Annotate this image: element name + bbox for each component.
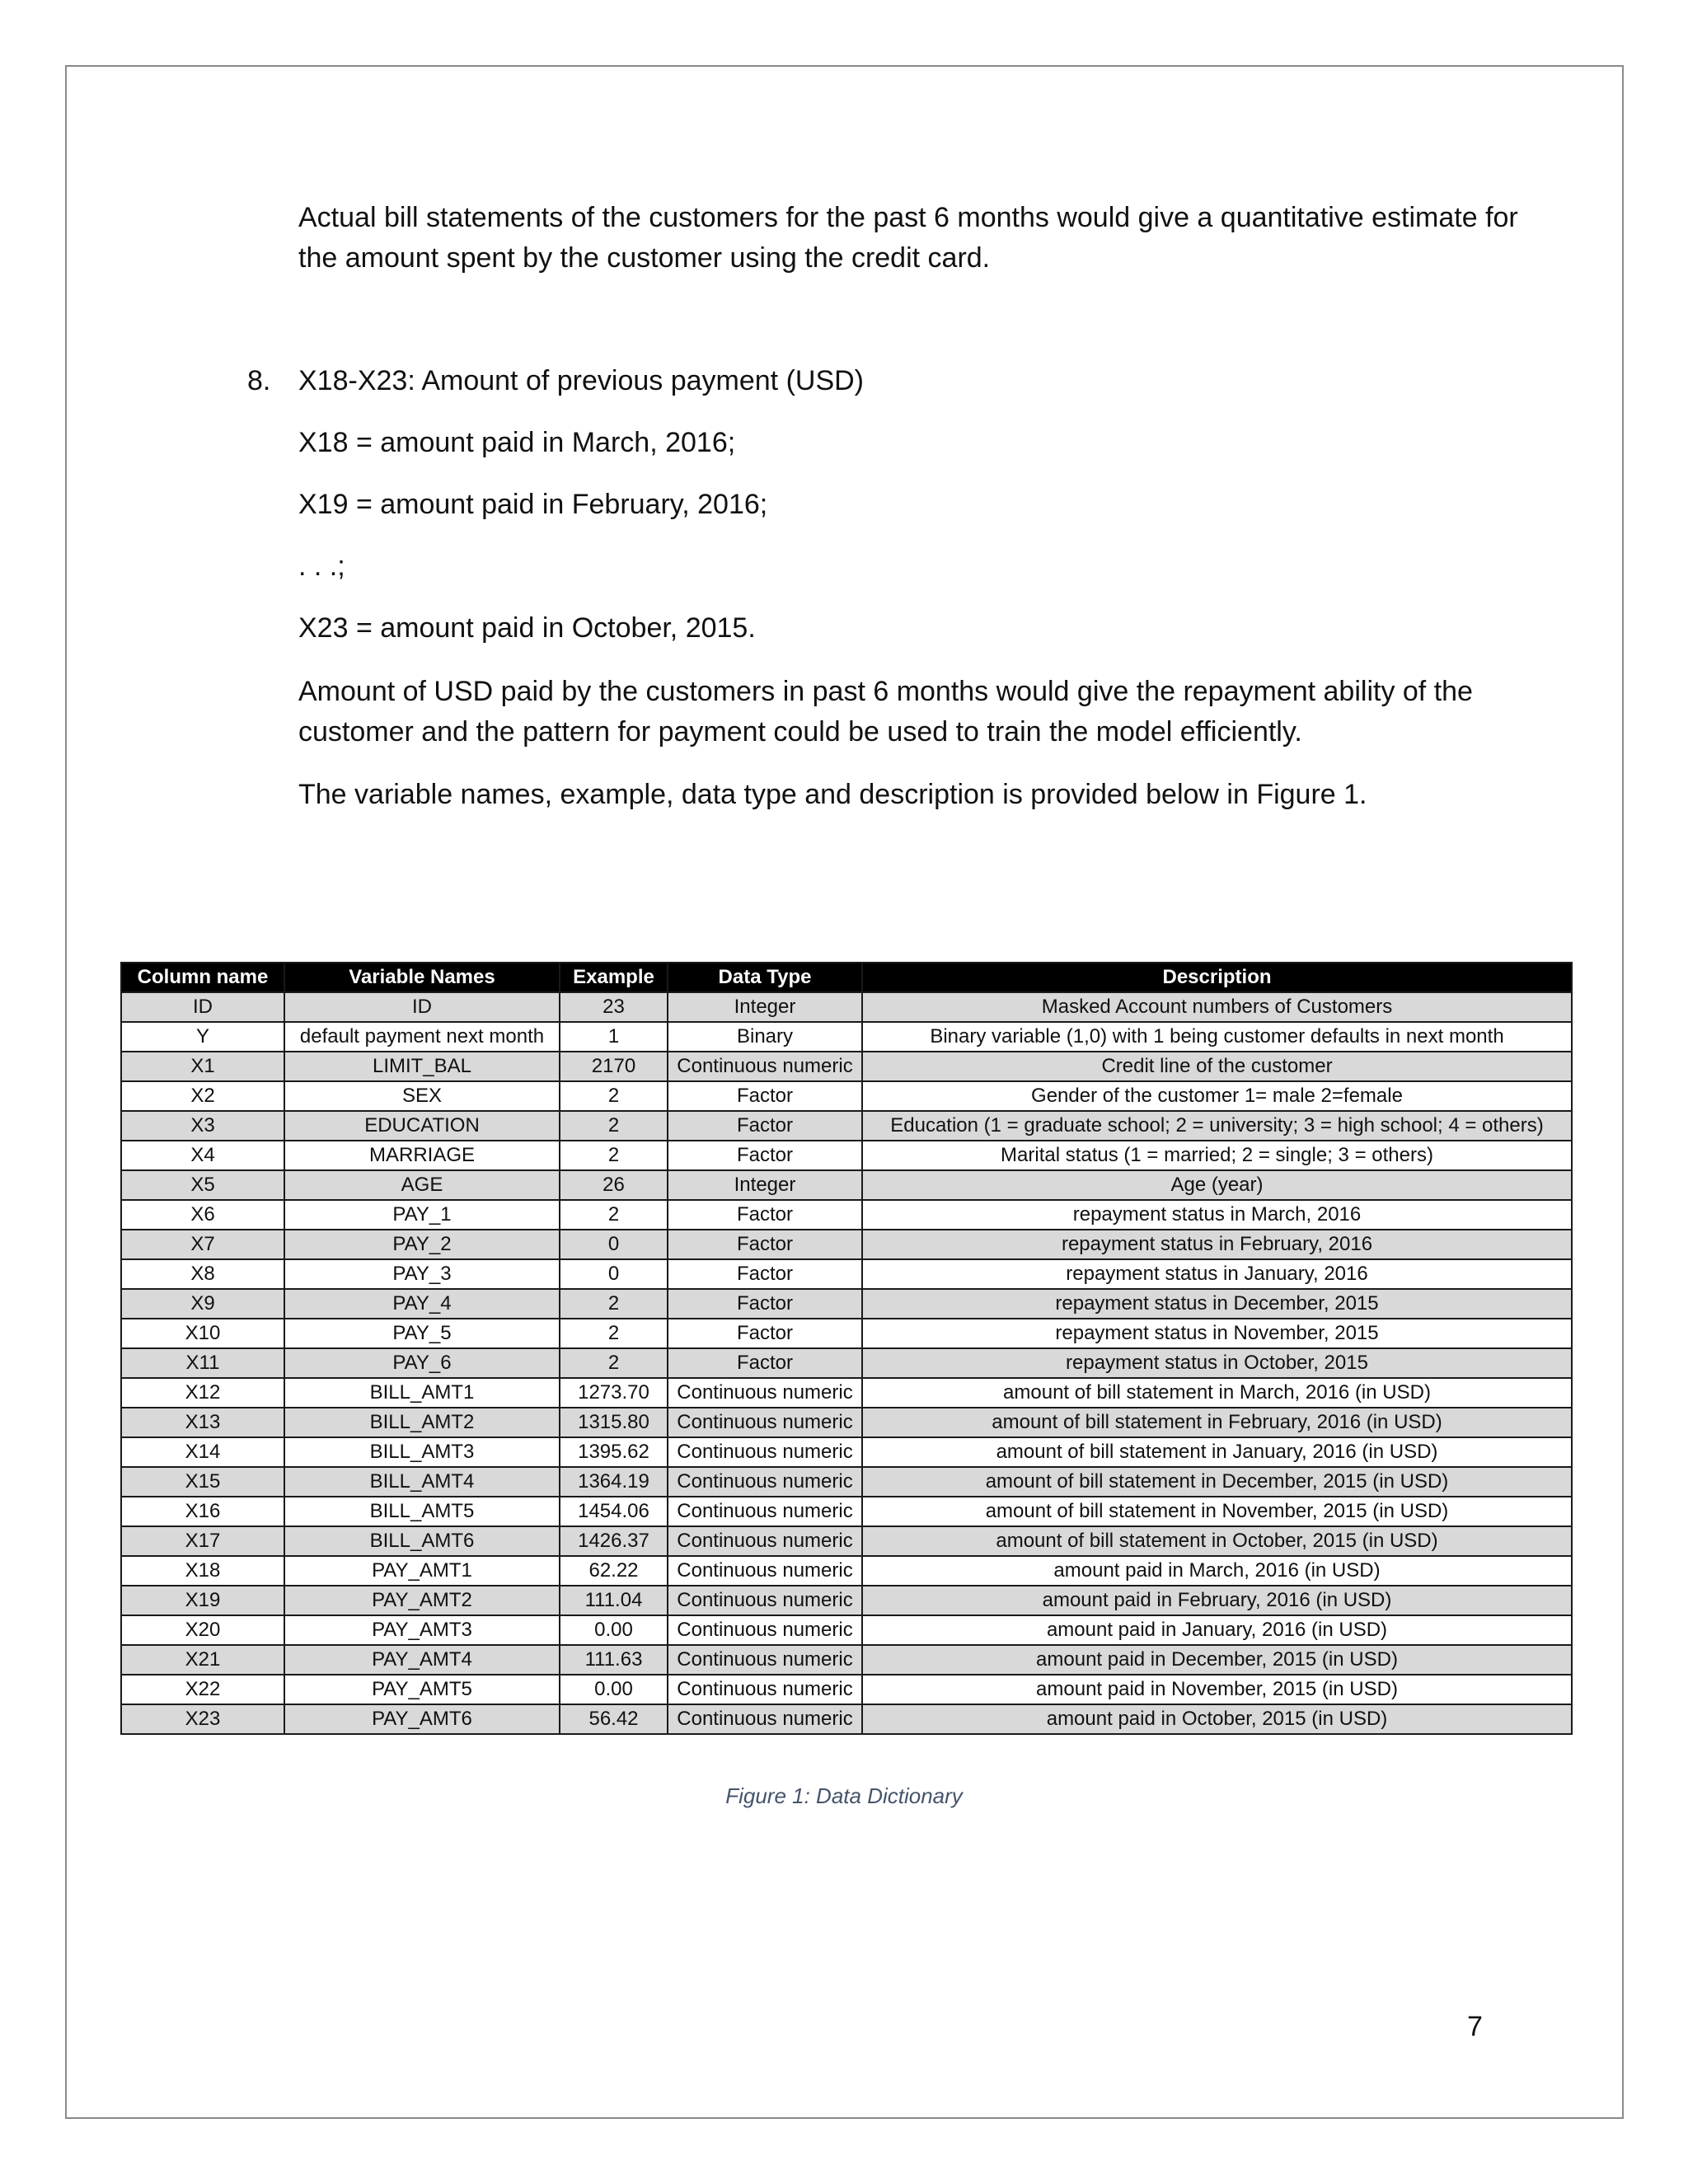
table-row bbox=[121, 1526, 1572, 1556]
table-cell: repayment status in October, 2015 bbox=[862, 1348, 1572, 1378]
table-cell: X7 bbox=[121, 1230, 284, 1259]
table-cell: Factor bbox=[668, 1200, 862, 1230]
table-cell: amount paid in February, 2016 (in USD) bbox=[862, 1586, 1572, 1615]
table-cell: repayment status in November, 2015 bbox=[862, 1319, 1572, 1348]
intro-paragraph: Actual bill statements of the customers for the past 6 months would give a quantitative estimate for the amount spent by the customer using the credit card. bbox=[298, 202, 1518, 274]
table-cell: amount paid in March, 2016 (in USD) bbox=[862, 1556, 1572, 1586]
table-cell: amount of bill statement in October, 2015 (in USD) bbox=[862, 1526, 1572, 1556]
table-cell: BILL_AMT4 bbox=[284, 1467, 560, 1497]
table-cell: BILL_AMT3 bbox=[284, 1437, 560, 1467]
table-cell: Continuous numeric bbox=[668, 1497, 862, 1526]
table-row bbox=[121, 1319, 1572, 1348]
table-cell: repayment status in January, 2016 bbox=[862, 1259, 1572, 1289]
table-cell: X2 bbox=[121, 1081, 284, 1111]
table-cell: X14 bbox=[121, 1437, 284, 1467]
table-cell: X23 bbox=[121, 1704, 284, 1734]
table-cell: 2 bbox=[560, 1289, 668, 1319]
table-cell: PAY_AMT2 bbox=[284, 1586, 560, 1615]
table-row bbox=[121, 1200, 1572, 1230]
table-cell: BILL_AMT2 bbox=[284, 1408, 560, 1437]
table-cell: Continuous numeric bbox=[668, 1408, 862, 1437]
table-cell: X1 bbox=[121, 1052, 284, 1081]
table-cell: Factor bbox=[668, 1289, 862, 1319]
figure-caption: Figure 1: Data Dictionary bbox=[725, 1783, 963, 1808]
table-cell: Factor bbox=[668, 1319, 862, 1348]
table-row bbox=[121, 1289, 1572, 1319]
list-item-number: 8. bbox=[247, 365, 271, 396]
table-cell: X4 bbox=[121, 1141, 284, 1170]
table-body bbox=[121, 992, 1572, 1734]
table-cell: Continuous numeric bbox=[668, 1586, 862, 1615]
table-header-cell: Example bbox=[560, 963, 668, 992]
table-cell: PAY_2 bbox=[284, 1230, 560, 1259]
table-row bbox=[121, 1052, 1572, 1081]
table-cell: 23 bbox=[560, 992, 668, 1022]
table-cell: Factor bbox=[668, 1259, 862, 1289]
table-cell: 1454.06 bbox=[560, 1497, 668, 1526]
list-item-title: X18-X23: Amount of previous payment (USD) bbox=[298, 365, 864, 396]
table-cell: LIMIT_BAL bbox=[284, 1052, 560, 1081]
table-cell: 2170 bbox=[560, 1052, 668, 1081]
table-cell: X15 bbox=[121, 1467, 284, 1497]
table-cell: Continuous numeric bbox=[668, 1615, 862, 1645]
table-cell: 62.22 bbox=[560, 1556, 668, 1586]
page-number: 7 bbox=[1467, 2011, 1483, 2042]
table-row bbox=[121, 1111, 1572, 1141]
table-cell: Credit line of the customer bbox=[862, 1052, 1572, 1081]
table-cell: Continuous numeric bbox=[668, 1052, 862, 1081]
table-cell: Factor bbox=[668, 1141, 862, 1170]
table-cell: Factor bbox=[668, 1081, 862, 1111]
table-cell: X3 bbox=[121, 1111, 284, 1141]
payment-line-ellipsis: . . .; bbox=[298, 551, 345, 582]
table-cell: repayment status in March, 2016 bbox=[862, 1200, 1572, 1230]
table-cell: repayment status in February, 2016 bbox=[862, 1230, 1572, 1259]
table-cell: X5 bbox=[121, 1170, 284, 1200]
table-cell: amount of bill statement in November, 2015 (in USD) bbox=[862, 1497, 1572, 1526]
table-cell: Masked Account numbers of Customers bbox=[862, 992, 1572, 1022]
table-row bbox=[121, 1378, 1572, 1408]
table-cell: 0 bbox=[560, 1230, 668, 1259]
table-cell: BILL_AMT6 bbox=[284, 1526, 560, 1556]
table-row bbox=[121, 1675, 1572, 1704]
table-header-cell: Data Type bbox=[668, 963, 862, 992]
table-cell: PAY_AMT5 bbox=[284, 1675, 560, 1704]
table-cell: amount of bill statement in March, 2016 (in USD) bbox=[862, 1378, 1572, 1408]
table-cell: 2 bbox=[560, 1141, 668, 1170]
table-cell: Continuous numeric bbox=[668, 1378, 862, 1408]
table-row bbox=[121, 1348, 1572, 1378]
table-cell: PAY_5 bbox=[284, 1319, 560, 1348]
payment-line-x19: X19 = amount paid in February, 2016; bbox=[298, 489, 768, 520]
table-cell: Marital status (1 = married; 2 = single; 3 = others) bbox=[862, 1141, 1572, 1170]
table-cell: Binary variable (1,0) with 1 being customer defaults in next month bbox=[862, 1022, 1572, 1052]
table-cell: 1315.80 bbox=[560, 1408, 668, 1437]
table-row bbox=[121, 1408, 1572, 1437]
table-cell: 2 bbox=[560, 1200, 668, 1230]
table-header-cell: Variable Names bbox=[284, 963, 560, 992]
table-cell: PAY_3 bbox=[284, 1259, 560, 1289]
table-row bbox=[121, 1141, 1572, 1170]
table-cell: amount of bill statement in January, 2016 (in USD) bbox=[862, 1437, 1572, 1467]
table-cell: default payment next month bbox=[284, 1022, 560, 1052]
table-cell: amount paid in January, 2016 (in USD) bbox=[862, 1615, 1572, 1645]
table-row bbox=[121, 1170, 1572, 1200]
table-row bbox=[121, 1497, 1572, 1526]
table-row bbox=[121, 1259, 1572, 1289]
table-cell: 2 bbox=[560, 1319, 668, 1348]
table-cell: 1273.70 bbox=[560, 1378, 668, 1408]
table-header-row bbox=[121, 963, 1572, 992]
table-cell: Continuous numeric bbox=[668, 1556, 862, 1586]
table-row bbox=[121, 1704, 1572, 1734]
table-cell: Education (1 = graduate school; 2 = university; 3 = high school; 4 = others) bbox=[862, 1111, 1572, 1141]
table-cell: X12 bbox=[121, 1378, 284, 1408]
table-cell: X8 bbox=[121, 1259, 284, 1289]
table-cell: Age (year) bbox=[862, 1170, 1572, 1200]
table-cell: amount paid in December, 2015 (in USD) bbox=[862, 1645, 1572, 1675]
table-cell: amount paid in October, 2015 (in USD) bbox=[862, 1704, 1572, 1734]
table-row bbox=[121, 1615, 1572, 1645]
table-cell: Continuous numeric bbox=[668, 1467, 862, 1497]
table-header-cell: Description bbox=[862, 963, 1572, 992]
table-row bbox=[121, 1645, 1572, 1675]
table-cell: 2 bbox=[560, 1081, 668, 1111]
payment-line-x23: X23 = amount paid in October, 2015. bbox=[298, 612, 756, 644]
table-cell: Continuous numeric bbox=[668, 1675, 862, 1704]
table-cell: X22 bbox=[121, 1675, 284, 1704]
table-cell: 1426.37 bbox=[560, 1526, 668, 1556]
table-cell: X9 bbox=[121, 1289, 284, 1319]
table-cell: Gender of the customer 1= male 2=female bbox=[862, 1081, 1572, 1111]
table-cell: amount of bill statement in December, 2015 (in USD) bbox=[862, 1467, 1572, 1497]
table-row bbox=[121, 1437, 1572, 1467]
table-cell: Binary bbox=[668, 1022, 862, 1052]
table-cell: PAY_AMT4 bbox=[284, 1645, 560, 1675]
table-row bbox=[121, 1467, 1572, 1497]
table-cell: Continuous numeric bbox=[668, 1437, 862, 1467]
table-cell: X6 bbox=[121, 1200, 284, 1230]
table-cell: PAY_AMT6 bbox=[284, 1704, 560, 1734]
table-cell: 26 bbox=[560, 1170, 668, 1200]
table-cell: EDUCATION bbox=[284, 1111, 560, 1141]
table-cell: 1364.19 bbox=[560, 1467, 668, 1497]
table-cell: BILL_AMT5 bbox=[284, 1497, 560, 1526]
table-cell: MARRIAGE bbox=[284, 1141, 560, 1170]
table-cell: 2 bbox=[560, 1111, 668, 1141]
table-cell: 0 bbox=[560, 1259, 668, 1289]
table-cell: Continuous numeric bbox=[668, 1526, 862, 1556]
table-row bbox=[121, 1081, 1572, 1111]
table-cell: X11 bbox=[121, 1348, 284, 1378]
table-cell: X21 bbox=[121, 1645, 284, 1675]
table-cell: X10 bbox=[121, 1319, 284, 1348]
table-row bbox=[121, 1230, 1572, 1259]
table-cell: X13 bbox=[121, 1408, 284, 1437]
data-dictionary-table bbox=[120, 962, 1573, 1735]
summary-paragraph: Amount of USD paid by the customers in past 6 months would give the repayment ability of the customer and the pattern for payment could be used to train the model efficiently. bbox=[298, 676, 1473, 748]
table-cell: SEX bbox=[284, 1081, 560, 1111]
table-cell: 0.00 bbox=[560, 1615, 668, 1645]
table-cell: 111.63 bbox=[560, 1645, 668, 1675]
table-cell: Factor bbox=[668, 1230, 862, 1259]
table-cell: 0.00 bbox=[560, 1675, 668, 1704]
table-cell: PAY_4 bbox=[284, 1289, 560, 1319]
table-cell: Y bbox=[121, 1022, 284, 1052]
table-cell: PAY_AMT3 bbox=[284, 1615, 560, 1645]
table-cell: 56.42 bbox=[560, 1704, 668, 1734]
table-cell: 2 bbox=[560, 1348, 668, 1378]
table-cell: 1395.62 bbox=[560, 1437, 668, 1467]
table-cell: PAY_1 bbox=[284, 1200, 560, 1230]
table-cell: Factor bbox=[668, 1348, 862, 1378]
table-cell: X19 bbox=[121, 1586, 284, 1615]
table-cell: Continuous numeric bbox=[668, 1645, 862, 1675]
figure-reference-paragraph: The variable names, example, data type and description is provided below in Figure 1. bbox=[298, 779, 1367, 810]
table-cell: amount of bill statement in February, 2016 (in USD) bbox=[862, 1408, 1572, 1437]
table-row bbox=[121, 1022, 1572, 1052]
table-cell: PAY_AMT1 bbox=[284, 1556, 560, 1586]
table-cell: X16 bbox=[121, 1497, 284, 1526]
table-row bbox=[121, 1586, 1572, 1615]
table-cell: Continuous numeric bbox=[668, 1704, 862, 1734]
table-cell: ID bbox=[121, 992, 284, 1022]
table-cell: ID bbox=[284, 992, 560, 1022]
table-cell: 1 bbox=[560, 1022, 668, 1052]
table-header-cell: Column name bbox=[121, 963, 284, 992]
table-row bbox=[121, 992, 1572, 1022]
table-cell: Factor bbox=[668, 1111, 862, 1141]
table-row bbox=[121, 1556, 1572, 1586]
table-cell: X20 bbox=[121, 1615, 284, 1645]
table-cell: X17 bbox=[121, 1526, 284, 1556]
table-cell: Integer bbox=[668, 1170, 862, 1200]
table-cell: 111.04 bbox=[560, 1586, 668, 1615]
table-cell: Integer bbox=[668, 992, 862, 1022]
table-cell: repayment status in December, 2015 bbox=[862, 1289, 1572, 1319]
table-cell: amount paid in November, 2015 (in USD) bbox=[862, 1675, 1572, 1704]
table-cell: AGE bbox=[284, 1170, 560, 1200]
table-cell: PAY_6 bbox=[284, 1348, 560, 1378]
table-cell: BILL_AMT1 bbox=[284, 1378, 560, 1408]
table-cell: X18 bbox=[121, 1556, 284, 1586]
payment-line-x18: X18 = amount paid in March, 2016; bbox=[298, 427, 736, 458]
